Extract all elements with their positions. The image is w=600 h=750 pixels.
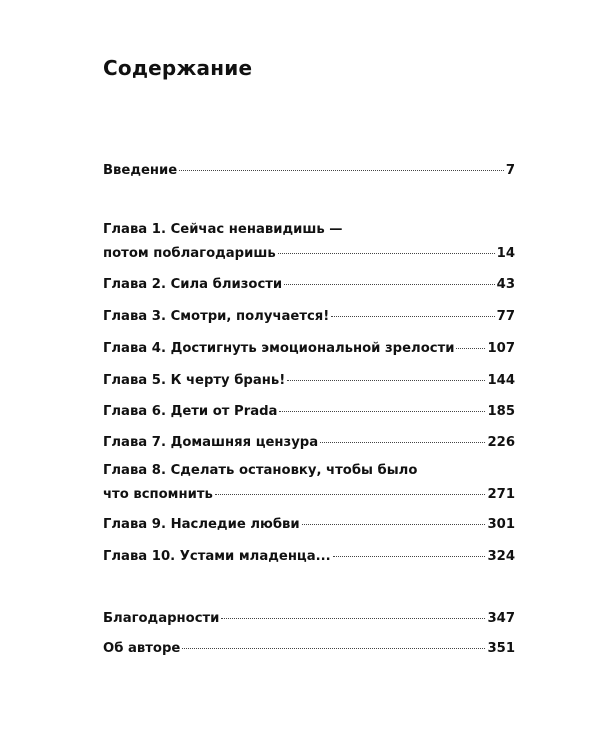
toc-entry-label: Глава 9. Наследие любви — [103, 517, 300, 532]
dot-leader — [278, 252, 495, 254]
toc-entry-chapter-7[interactable] — [103, 434, 515, 452]
toc-page-number: 347 — [487, 611, 515, 626]
toc-page-number: 185 — [487, 404, 515, 419]
toc-entry-label: Глава 2. Сила близости — [103, 277, 283, 292]
toc-entry-label-line1: Глава 8. Сделать остановку, чтобы было — [103, 463, 418, 478]
toc-entry-label: Глава 10. Устами младенца... — [103, 549, 331, 564]
toc-page-number: 14 — [496, 246, 515, 261]
toc-entry-chapter-1[interactable] — [103, 221, 515, 263]
toc-page-number: 43 — [496, 277, 515, 292]
dot-leader — [182, 647, 485, 649]
dot-leader — [179, 169, 504, 171]
dot-leader — [284, 283, 494, 285]
toc-entry-chapter-6[interactable] — [103, 403, 515, 421]
toc-entry-introduction[interactable] — [103, 162, 515, 180]
toc-entry-label: Глава 4. Достигнуть эмоциональной зрелости — [103, 341, 455, 356]
toc-entry-label: Глава 7. Домашняя цензура — [103, 435, 319, 450]
toc-entry-chapter-5[interactable] — [103, 372, 515, 390]
toc-entry-chapter-10[interactable] — [103, 548, 515, 566]
toc-entry-chapter-4[interactable] — [103, 340, 515, 358]
toc-entry-label: Глава 3. Смотри, получается! — [103, 309, 330, 324]
dot-leader — [320, 441, 485, 443]
dot-leader — [287, 379, 485, 381]
toc-page-number: 7 — [505, 163, 515, 178]
toc-entry-chapter-8[interactable] — [103, 462, 515, 504]
toc-entry-label: Об авторе — [103, 641, 181, 656]
dot-leader — [302, 523, 486, 525]
toc-entry-label: что вспомнить — [103, 487, 213, 502]
toc-page-number: 226 — [487, 435, 515, 450]
dot-leader — [221, 617, 485, 619]
toc-entry-label: Введение — [103, 163, 178, 178]
page-title: Содержание — [103, 56, 253, 80]
toc-entry-chapter-3[interactable] — [103, 308, 515, 326]
dot-leader — [333, 555, 486, 557]
toc-page-number: 144 — [487, 373, 515, 388]
toc-page-number: 271 — [487, 487, 515, 502]
toc-entry-label: Благодарности — [103, 611, 220, 626]
toc-page-number: 351 — [487, 641, 515, 656]
toc-entry-chapter-2[interactable] — [103, 276, 515, 294]
toc-entry-label: Глава 5. К черту брань! — [103, 373, 286, 388]
toc-entry-label: Глава 6. Дети от Prada — [103, 404, 278, 419]
toc-page-number: 301 — [487, 517, 515, 532]
toc-page-number: 77 — [496, 309, 515, 324]
dot-leader — [279, 410, 485, 412]
toc-page-number: 107 — [487, 341, 515, 356]
dot-leader — [331, 315, 494, 317]
toc-entry-chapter-9[interactable] — [103, 516, 515, 534]
toc-entry-acknowledgements[interactable] — [103, 610, 515, 628]
toc-entry-label: потом поблагодаришь — [103, 246, 276, 261]
dot-leader — [215, 493, 486, 495]
dot-leader — [456, 347, 485, 349]
toc-entry-about-author[interactable] — [103, 640, 515, 658]
toc-entry-label-line1: Глава 1. Сейчас ненавидишь — — [103, 222, 343, 237]
toc-page-number: 324 — [487, 549, 515, 564]
